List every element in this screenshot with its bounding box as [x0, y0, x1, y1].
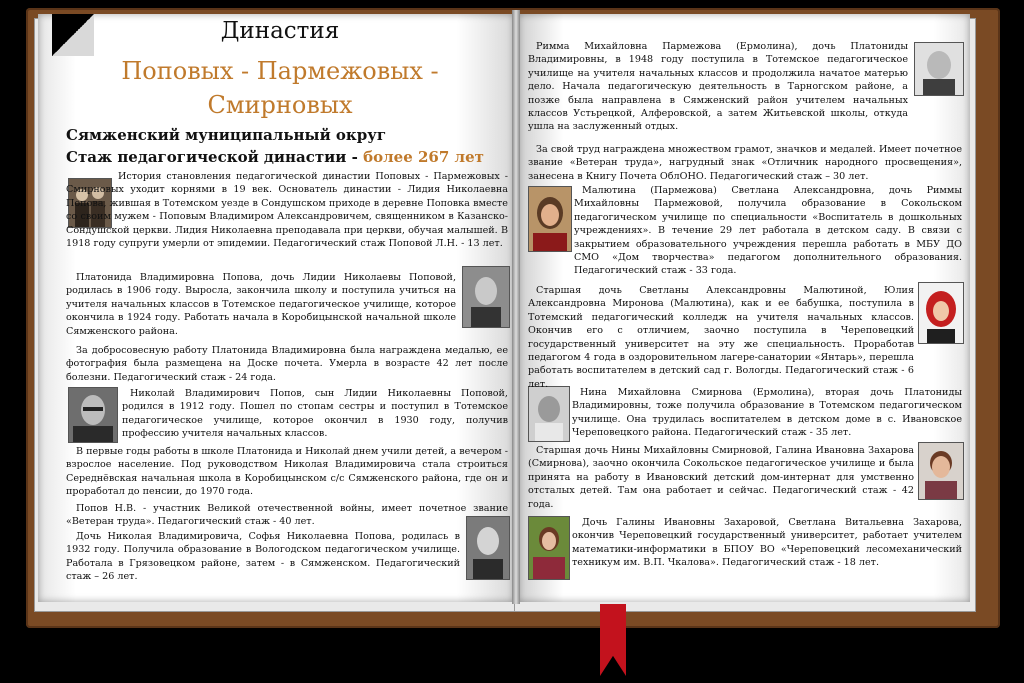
portrait-photo-platonida: [462, 266, 510, 328]
bookmark-ribbon: [600, 604, 626, 676]
left-paragraph-6: Попов Н.В. - участник Великой отечественной войны, имеет почетное звание «Ветеран труда». Педагогический стаж - 40 лет.: [66, 503, 508, 528]
title-line2a: Поповых - Пармежовых -: [121, 57, 439, 85]
portrait-photo-rimma: [914, 42, 964, 96]
portrait-photo-svetlana-zakharova: [528, 516, 570, 580]
portrait-photo-galina: [918, 442, 964, 500]
title-line2b: Смирновых: [207, 91, 353, 119]
right-paragraph-5: Нина Михайловна Смирнова (Ермолина), вторая дочь Платониды Владимировны, тоже получила образование в Тотемском педагогическом училище. Она трудилась воспитателем в детском доме в с. Ивановское Череповецкого района. Педагогический стаж - 35 лет.: [572, 387, 962, 439]
left-paragraph-4: Николай Владимирович Попов, сын Лидии Николаевны Поповой, родился в 1912 году. Пошел по стопам сестры и поступил в Тотемское педагогическое училище, которое окончил в 1930 году, получив профессию учителя начальных классов.: [122, 388, 508, 440]
right-paragraph-3: Малютина (Пармежова) Светлана Александровна, дочь Риммы Михайловны Пармежовой, получила образование в Сокольском педагогическом училище по специальности «Воспитатель в дошкольных учреждениях». В течение 29 лет работала в детском саду. В связи с закрытием образовательного учреждения перешла работать в МБУ ДО СМО «Дом творчества» педагогом дополнительного образования. Педагогический стаж - 33 года.: [574, 185, 962, 277]
left-paragraph-7: Дочь Николая Владимировича, Софья Николаевна Попова, родилась в 1932 году. Получила образование в Вологодском педагогическом училище. Работала в Грязовецком районе, затем - в Сямженском. Педагогический стаж – 26 лет.: [66, 531, 460, 583]
right-paragraph-4: Старшая дочь Светланы Александровны Малютиной, Юлия Александровна Миронова (Малютина), как и ее бабушка, поступила в Тотемский педагогический колледж на учителя начальных классов. Окончив его с отличием, заочно поступила в Череповецкий государственный университет на эту же специальность. Проработав педагогом 4 года в оздоровительном лагере-санатории «Янтарь», перешла работать воспитателем в детский сад г. Вологды. Педагогический стаж - 6 лет.: [528, 285, 914, 390]
portrait-photo-nikolai: [68, 387, 118, 443]
right-paragraph-6: Старшая дочь Нины Михайловны Смирновой, Галина Ивановна Захарова (Смирнова), заочно окончила Сокольское педагогическое училище и была принята на работу в Ивановский детский дом-интернат для умственно отсталых детей. Там она работает и сейчас. Педагогический стаж - 42 года.: [528, 445, 914, 510]
stazh-label: Стаж педагогической династии -: [66, 148, 364, 166]
left-paragraph-2: Платонида Владимировна Попова, дочь Лидии Николаевы Поповой, родилась в 1906 году. Выросла, закончила школу и поступила учиться на учителя начальных классов в Тотемское педагогическое училище, которое окончила в 1924 году. Работать начала в Коробицынской начальной школе Сямженского района.: [66, 272, 456, 337]
stazh-subtitle: [66, 148, 484, 166]
left-paragraph-3: За добросовесную работу Платонида Владимировна была награждена медалью, ее фотография была размещена на Доске почета. Умерла в возрасте 42 лет после болезни. Педагогический стаж - 24 года.: [66, 345, 508, 383]
left-paragraph-1: История становления педагогической династии Поповых - Пармежовых - Смирновых уходит корнями в 19 век. Основатель династии - Лидия Николаевна Попова, жившая в Тотемском уезде в Сондушском приходе в деревне Поповка вместе со своим мужем - Поповым Владимиром Александровичем, священником в Казанско-Сондушской церкви. Лидия Николаевна преподавала при церкви, обучая малышей. В 1918 году супруги умерли от эпидемии. Педагогический стаж Поповой Л.Н. - 13 лет.: [66, 171, 508, 250]
left-paragraph-5: В первые годы работы в школе Платонида и Николай днем учили детей, а вечером - взрослое население. Под руководством Николая Владимировича стала строиться Середнёвская начальная школа в Коробицынском с/с Сямженского района, где он и проработал до пенсии, до 1970 года.: [66, 446, 508, 498]
stazh-value: более 267 лет: [363, 148, 484, 166]
right-paragraph-7: Дочь Галины Ивановны Захаровой, Светлана Витальевна Захарова, окончив Череповецкий государственный университет, работает учителем математики-информатики в БПОУ ВО «Череповецкий лесомеханический техникум им. В.П. Чкалова». Педагогический стаж - 18 лет.: [572, 517, 962, 569]
title-line1: Династия: [220, 18, 340, 44]
district-subtitle: Сямженский муниципальный округ: [66, 126, 387, 144]
portrait-photo-nina: [528, 386, 570, 442]
portrait-photo-svetlana-malyutina: [528, 186, 572, 252]
title-line2: [60, 54, 500, 122]
portrait-photo-yulia: [918, 282, 964, 344]
right-paragraph-1: Римма Михайловна Пармежова (Ермолина), дочь Платониды Владимировны, в 1948 году поступила в Тотемское педагогическое училище на учителя начальных классов и продолжила начатое матерью дело. Начала педагогическую деятельность в Тарногском районе, а позже была направлена в Сямженский район учителем начальных классов Устьрецкой, Алферовской, а затем Житьевской школы, откуда ушла на заслуженный отдых.: [528, 41, 908, 133]
right-paragraph-2: За свой труд награждена множеством грамот, значков и медалей. Имеет почетное звание «Ветеран труда», нагрудный знак «Отличник народного просвещения», занесена в Книгу Почета ОблОНО. Педагогический стаж – 30 лет.: [528, 144, 962, 182]
book-spine: [512, 10, 520, 604]
